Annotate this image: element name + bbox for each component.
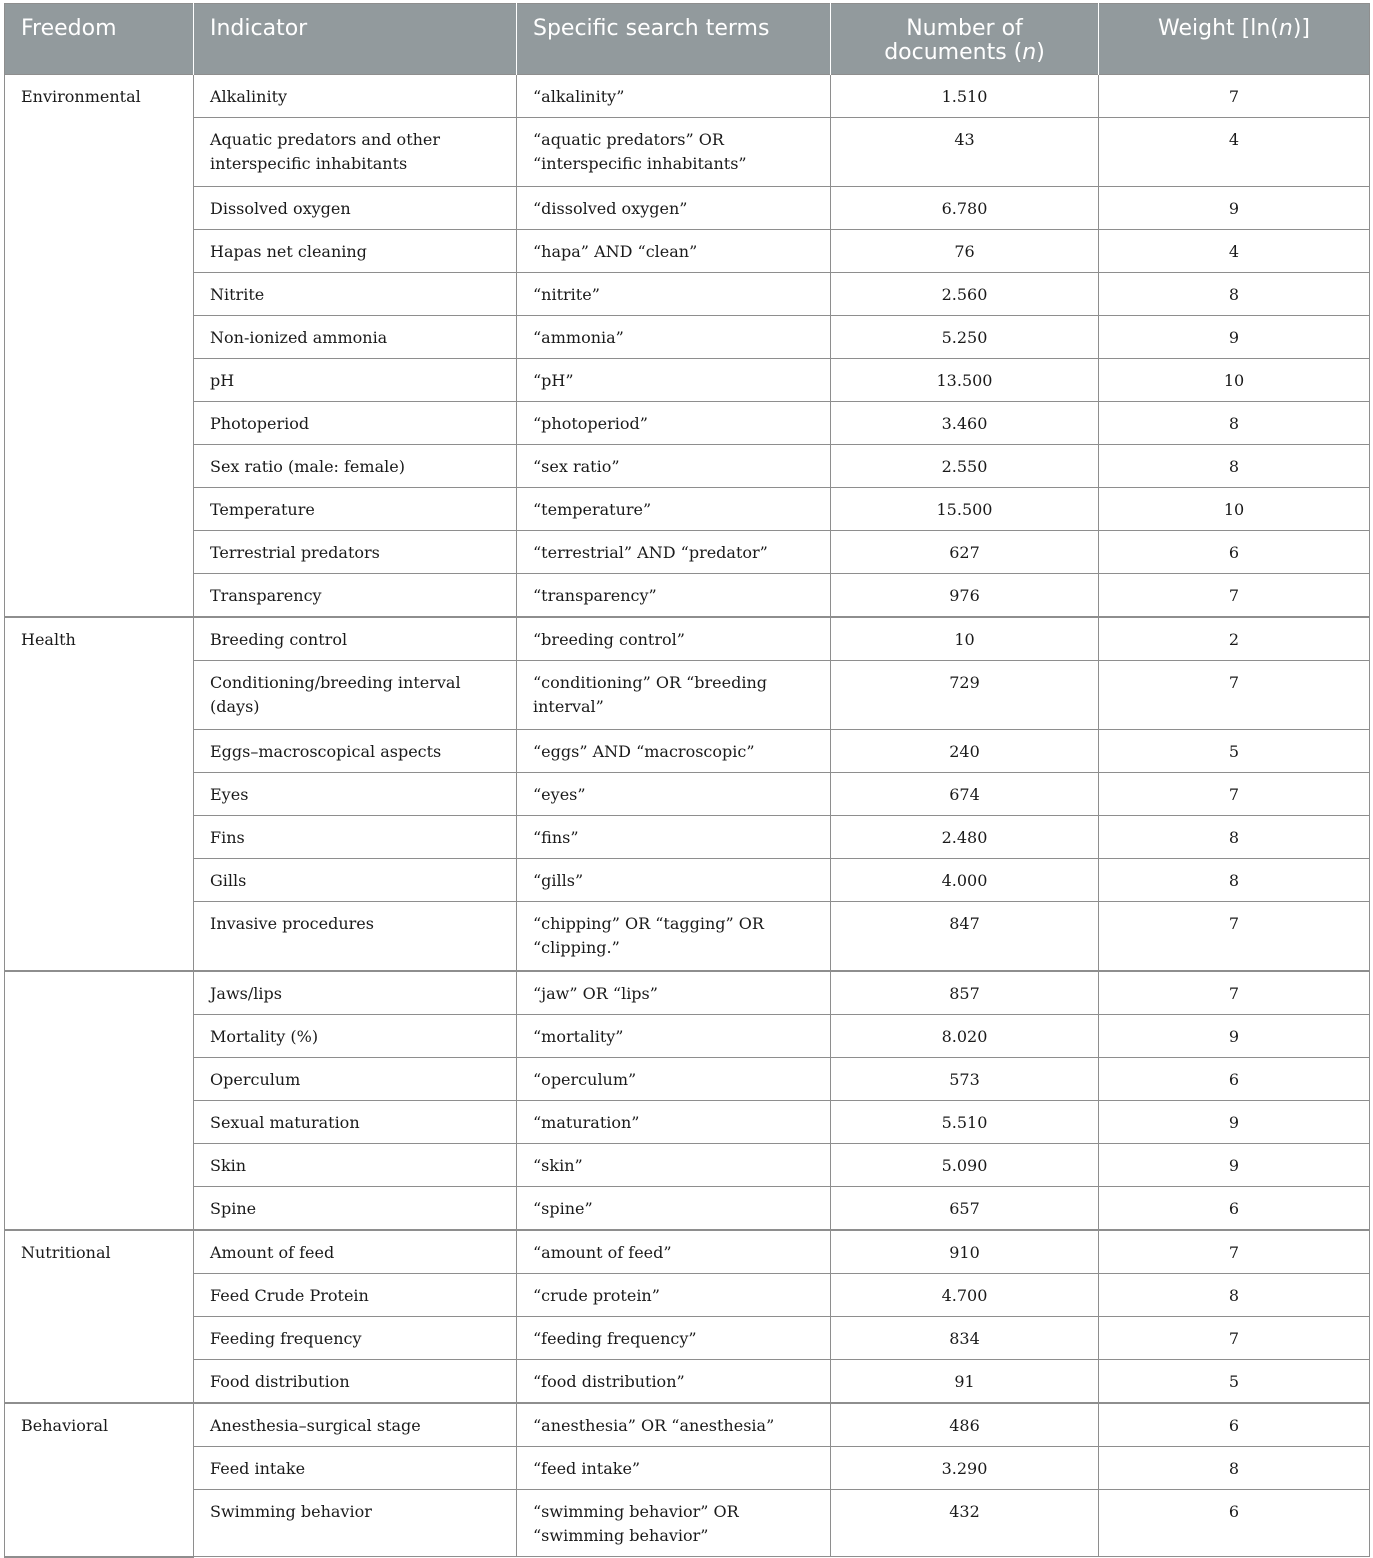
documents-cell: 240 xyxy=(831,730,1099,773)
table-row xyxy=(5,316,1370,359)
header-weight-n: n xyxy=(1278,16,1293,41)
search-terms-cell xyxy=(517,75,831,118)
indicator-cell xyxy=(194,1360,517,1404)
table-row xyxy=(5,118,1370,187)
search-terms-cell-line: “clipping.” xyxy=(533,938,620,957)
search-terms-cell-line: “dissolved oxygen” xyxy=(533,199,688,218)
indicator-cell-line: Spine xyxy=(210,1199,257,1218)
header-indicator-label: Indicator xyxy=(210,16,308,41)
search-terms-cell xyxy=(517,1144,831,1187)
indicator-cell-line: Aquatic predators and other xyxy=(210,130,441,149)
documents-cell: 76 xyxy=(831,230,1099,273)
weight-cell: 6 xyxy=(1099,1490,1370,1557)
search-terms-cell xyxy=(517,1317,831,1360)
table-row xyxy=(5,187,1370,230)
weight-cell: 5 xyxy=(1099,1360,1370,1404)
indicator-cell xyxy=(194,1015,517,1058)
search-terms-cell-line: “sex ratio” xyxy=(533,457,620,476)
search-terms-cell xyxy=(517,1058,831,1101)
search-terms-cell xyxy=(517,617,831,661)
documents-cell: 573 xyxy=(831,1058,1099,1101)
search-terms-cell-line: “maturation” xyxy=(533,1113,640,1132)
table-row xyxy=(5,1230,1370,1274)
search-terms-cell xyxy=(517,230,831,273)
indicator-cell xyxy=(194,902,517,972)
indicator-cell xyxy=(194,574,517,618)
search-terms-cell xyxy=(517,1015,831,1058)
indicator-cell-line: Gills xyxy=(210,871,247,890)
search-terms-cell-line: “transparency” xyxy=(533,586,657,605)
indicator-cell-line: Amount of feed xyxy=(210,1243,335,1262)
search-terms-cell-line: “food distribution” xyxy=(533,1372,685,1391)
weight-cell: 7 xyxy=(1099,902,1370,972)
table-row xyxy=(5,445,1370,488)
indicator-cell-line: Eyes xyxy=(210,785,249,804)
weight-cell: 9 xyxy=(1099,187,1370,230)
search-terms-cell xyxy=(517,816,831,859)
search-terms-cell xyxy=(517,1403,831,1447)
indicator-cell-line: Feed Crude Protein xyxy=(210,1286,369,1305)
weight-cell: 8 xyxy=(1099,273,1370,316)
indicator-cell-line: Terrestrial predators xyxy=(210,543,380,562)
weight-cell: 7 xyxy=(1099,661,1370,730)
documents-cell: 2.550 xyxy=(831,445,1099,488)
header-docs-line1: Number of xyxy=(906,16,1023,41)
search-terms-cell-line: “conditioning” OR “breeding xyxy=(533,673,768,692)
table-row xyxy=(5,488,1370,531)
search-terms-cell xyxy=(517,359,831,402)
weight-cell: 8 xyxy=(1099,816,1370,859)
table-row xyxy=(5,816,1370,859)
header-docs-line2: documents ( xyxy=(884,40,1023,65)
search-terms-cell-line: “terrestrial” AND “predator” xyxy=(533,543,768,562)
table-row xyxy=(5,531,1370,574)
search-terms-cell xyxy=(517,1101,831,1144)
indicator-cell xyxy=(194,187,517,230)
indicator-cell xyxy=(194,1317,517,1360)
documents-cell: 910 xyxy=(831,1230,1099,1274)
indicator-cell xyxy=(194,316,517,359)
indicator-cell xyxy=(194,531,517,574)
search-terms-cell xyxy=(517,971,831,1015)
indicator-cell-line: Operculum xyxy=(210,1070,301,1089)
weight-cell: 10 xyxy=(1099,488,1370,531)
documents-cell: 5.090 xyxy=(831,1144,1099,1187)
search-terms-cell xyxy=(517,273,831,316)
search-terms-cell xyxy=(517,730,831,773)
documents-cell: 432 xyxy=(831,1490,1099,1557)
header-weight-pre: Weight [ln( xyxy=(1158,16,1279,41)
indicator-cell xyxy=(194,859,517,902)
table-row xyxy=(5,661,1370,730)
table-row xyxy=(5,859,1370,902)
search-terms-cell xyxy=(517,773,831,816)
search-terms-cell-line: “hapa” AND “clean” xyxy=(533,242,698,261)
search-terms-cell xyxy=(517,1274,831,1317)
search-terms-cell xyxy=(517,531,831,574)
weight-cell: 9 xyxy=(1099,1101,1370,1144)
search-terms-cell-line: “feeding frequency” xyxy=(533,1329,697,1348)
indicator-cell-line: Eggs–macroscopical aspects xyxy=(210,742,442,761)
indicator-cell xyxy=(194,661,517,730)
indicator-cell-line: Alkalinity xyxy=(210,87,288,106)
table-row xyxy=(5,1274,1370,1317)
weight-cell: 7 xyxy=(1099,773,1370,816)
freedom-cell: Nutritional xyxy=(5,1230,194,1403)
search-terms-cell-line: “gills” xyxy=(533,871,584,890)
header-indicator xyxy=(194,4,517,75)
weight-cell: 6 xyxy=(1099,531,1370,574)
search-terms-cell-line: “jaw” OR “lips” xyxy=(533,984,658,1003)
documents-cell: 857 xyxy=(831,971,1099,1015)
documents-cell: 674 xyxy=(831,773,1099,816)
search-terms-cell-line: “nitrite” xyxy=(533,285,600,304)
header-row xyxy=(5,4,1370,75)
weight-cell: 9 xyxy=(1099,316,1370,359)
weight-cell: 7 xyxy=(1099,1230,1370,1274)
freedom-cell xyxy=(5,971,194,1230)
search-terms-cell xyxy=(517,902,831,972)
indicator-cell-line: Swimming behavior xyxy=(210,1502,372,1521)
indicator-cell-line: Breeding control xyxy=(210,630,348,649)
table-row xyxy=(5,971,1370,1015)
search-terms-cell-line: “breeding control” xyxy=(533,630,685,649)
indicator-cell-line: Anesthesia–surgical stage xyxy=(210,1416,421,1435)
table-row xyxy=(5,1058,1370,1101)
indicator-cell-line: pH xyxy=(210,371,235,390)
indicator-cell-line: Sexual maturation xyxy=(210,1113,360,1132)
weight-cell: 7 xyxy=(1099,574,1370,618)
table-row xyxy=(5,1187,1370,1231)
header-freedom xyxy=(5,4,194,75)
freedom-cell: Behavioral xyxy=(5,1403,194,1557)
table-row xyxy=(5,1144,1370,1187)
search-terms-cell-line: “chipping” OR “tagging” OR xyxy=(533,914,764,933)
header-documents xyxy=(831,4,1099,75)
weight-cell: 6 xyxy=(1099,1187,1370,1231)
indicator-cell xyxy=(194,1230,517,1274)
search-terms-cell-line: “aquatic predators” OR xyxy=(533,130,724,149)
header-weight-post: )] xyxy=(1292,16,1310,41)
search-terms-cell xyxy=(517,1230,831,1274)
indicator-cell-line: Transparency xyxy=(210,586,322,605)
weight-cell: 9 xyxy=(1099,1015,1370,1058)
indicator-cell xyxy=(194,273,517,316)
header-docs-n: n xyxy=(1022,40,1037,65)
search-terms-cell-line: “interspecific inhabitants” xyxy=(533,154,747,173)
search-terms-cell-line: “operculum” xyxy=(533,1070,637,1089)
indicator-cell-line: Mortality (%) xyxy=(210,1027,319,1046)
weight-cell: 8 xyxy=(1099,1447,1370,1490)
documents-cell: 5.250 xyxy=(831,316,1099,359)
indicator-cell xyxy=(194,816,517,859)
search-terms-cell xyxy=(517,574,831,618)
indicator-cell xyxy=(194,359,517,402)
table-row xyxy=(5,1015,1370,1058)
freedom-cell: Environmental xyxy=(5,75,194,618)
weight-cell: 8 xyxy=(1099,402,1370,445)
documents-cell: 847 xyxy=(831,902,1099,972)
search-terms-cell-line: “fins” xyxy=(533,828,579,847)
indicator-cell-line: Conditioning/breeding interval xyxy=(210,673,461,692)
indicator-cell-line: (days) xyxy=(210,697,260,716)
header-search-terms-label: Specific search terms xyxy=(533,16,770,41)
search-terms-cell-line: “anesthesia” OR “anesthesia” xyxy=(533,1416,775,1435)
search-terms-cell xyxy=(517,445,831,488)
freedom-cell: Health xyxy=(5,617,194,971)
weight-cell: 8 xyxy=(1099,859,1370,902)
documents-cell: 91 xyxy=(831,1360,1099,1404)
search-terms-cell-line: “ammonia” xyxy=(533,328,624,347)
weight-cell: 8 xyxy=(1099,445,1370,488)
search-terms-cell-line: “mortality” xyxy=(533,1027,624,1046)
indicator-cell-line: Feeding frequency xyxy=(210,1329,362,1348)
search-terms-cell-line: “amount of feed” xyxy=(533,1243,672,1262)
indicator-cell xyxy=(194,230,517,273)
search-terms-cell xyxy=(517,1490,831,1557)
search-terms-cell xyxy=(517,1187,831,1231)
indicator-cell-line: Photoperiod xyxy=(210,414,310,433)
indicator-cell-line: Food distribution xyxy=(210,1372,350,1391)
documents-cell: 4.700 xyxy=(831,1274,1099,1317)
indicator-cell-line: Fins xyxy=(210,828,245,847)
indicator-cell xyxy=(194,1490,517,1557)
header-docs-close: ) xyxy=(1036,40,1045,65)
indicator-cell xyxy=(194,1274,517,1317)
table-row xyxy=(5,617,1370,661)
table-row xyxy=(5,730,1370,773)
documents-cell: 729 xyxy=(831,661,1099,730)
documents-cell: 5.510 xyxy=(831,1101,1099,1144)
search-terms-cell xyxy=(517,1447,831,1490)
search-terms-cell xyxy=(517,316,831,359)
indicator-cell xyxy=(194,75,517,118)
search-terms-cell-line: “feed intake” xyxy=(533,1459,641,1478)
search-terms-cell-line: “photoperiod” xyxy=(533,414,648,433)
search-terms-cell xyxy=(517,488,831,531)
documents-cell: 3.290 xyxy=(831,1447,1099,1490)
indicator-cell-line: Hapas net cleaning xyxy=(210,242,367,261)
search-terms-cell xyxy=(517,859,831,902)
search-terms-cell-line: “spine” xyxy=(533,1199,593,1218)
weight-cell: 6 xyxy=(1099,1403,1370,1447)
header-freedom-label: Freedom xyxy=(21,16,117,41)
documents-cell: 657 xyxy=(831,1187,1099,1231)
indicator-cell-line: Sex ratio (male: female) xyxy=(210,457,405,476)
search-terms-cell xyxy=(517,402,831,445)
indicator-cell-line: Skin xyxy=(210,1156,247,1175)
search-terms-cell-line: “skin” xyxy=(533,1156,583,1175)
table-row xyxy=(5,574,1370,618)
weight-cell: 7 xyxy=(1099,1317,1370,1360)
search-terms-cell-line: “crude protein” xyxy=(533,1286,660,1305)
indicator-cell-line: Feed intake xyxy=(210,1459,306,1478)
search-terms-cell-line: “temperature” xyxy=(533,500,652,519)
table-row xyxy=(5,1317,1370,1360)
weight-cell: 7 xyxy=(1099,75,1370,118)
search-terms-cell xyxy=(517,118,831,187)
documents-cell: 2.480 xyxy=(831,816,1099,859)
weight-cell: 10 xyxy=(1099,359,1370,402)
indicator-cell-line: Invasive procedures xyxy=(210,914,374,933)
search-terms-cell-line: “pH” xyxy=(533,371,574,390)
table-row xyxy=(5,230,1370,273)
table-row xyxy=(5,402,1370,445)
indicator-cell xyxy=(194,617,517,661)
documents-cell: 15.500 xyxy=(831,488,1099,531)
weight-cell: 6 xyxy=(1099,1058,1370,1101)
weight-cell: 2 xyxy=(1099,617,1370,661)
table-row xyxy=(5,1403,1370,1447)
indicator-cell xyxy=(194,1447,517,1490)
documents-cell: 834 xyxy=(831,1317,1099,1360)
indicator-cell xyxy=(194,730,517,773)
weight-cell: 5 xyxy=(1099,730,1370,773)
indicator-cell-line: Dissolved oxygen xyxy=(210,199,351,218)
documents-cell: 6.780 xyxy=(831,187,1099,230)
table-row xyxy=(5,773,1370,816)
table-row xyxy=(5,1101,1370,1144)
documents-cell: 976 xyxy=(831,574,1099,618)
documents-cell: 627 xyxy=(831,531,1099,574)
documents-cell: 10 xyxy=(831,617,1099,661)
indicator-cell xyxy=(194,773,517,816)
search-terms-cell xyxy=(517,187,831,230)
indicator-cell xyxy=(194,1403,517,1447)
indicator-cell xyxy=(194,1187,517,1231)
indicator-cell-line: Jaws/lips xyxy=(210,984,282,1003)
weight-cell: 7 xyxy=(1099,971,1370,1015)
indicator-cell-line: Non-ionized ammonia xyxy=(210,328,388,347)
documents-cell: 4.000 xyxy=(831,859,1099,902)
indicator-cell-line: interspecific inhabitants xyxy=(210,154,408,173)
table-row xyxy=(5,359,1370,402)
documents-cell: 43 xyxy=(831,118,1099,187)
table-row xyxy=(5,273,1370,316)
table-row xyxy=(5,902,1370,972)
header-search-terms xyxy=(517,4,831,75)
indicator-cell xyxy=(194,402,517,445)
weight-cell: 8 xyxy=(1099,1274,1370,1317)
indicator-cell xyxy=(194,488,517,531)
table-row xyxy=(5,75,1370,118)
indicator-cell-line: Temperature xyxy=(210,500,315,519)
documents-cell: 8.020 xyxy=(831,1015,1099,1058)
documents-cell: 3.460 xyxy=(831,402,1099,445)
documents-cell: 2.560 xyxy=(831,273,1099,316)
documents-cell: 13.500 xyxy=(831,359,1099,402)
table-body xyxy=(5,75,1370,1557)
search-terms-cell xyxy=(517,1360,831,1404)
table-row xyxy=(5,1447,1370,1490)
table-row xyxy=(5,1490,1370,1557)
documents-cell: 486 xyxy=(831,1403,1099,1447)
search-terms-cell xyxy=(517,661,831,730)
indicator-cell xyxy=(194,118,517,187)
weight-cell: 9 xyxy=(1099,1144,1370,1187)
indicator-cell xyxy=(194,1144,517,1187)
indicator-cell xyxy=(194,1058,517,1101)
search-terms-cell-line: “eyes” xyxy=(533,785,586,804)
search-terms-cell-line: “swimming behavior” xyxy=(533,1526,709,1545)
search-terms-cell-line: “swimming behavior” OR xyxy=(533,1502,739,1521)
table-row xyxy=(5,1360,1370,1404)
documents-cell: 1.510 xyxy=(831,75,1099,118)
search-terms-cell-line: interval” xyxy=(533,697,604,716)
search-terms-cell-line: “eggs” AND “macroscopic” xyxy=(533,742,755,761)
indicator-cell xyxy=(194,1101,517,1144)
indicator-cell-line: Nitrite xyxy=(210,285,265,304)
header-weight xyxy=(1099,4,1370,75)
weight-cell: 4 xyxy=(1099,118,1370,187)
indicator-cell xyxy=(194,445,517,488)
freedom-indicators-table xyxy=(4,3,1370,1558)
search-terms-cell-line: “alkalinity” xyxy=(533,87,625,106)
weight-cell: 4 xyxy=(1099,230,1370,273)
indicator-cell xyxy=(194,971,517,1015)
